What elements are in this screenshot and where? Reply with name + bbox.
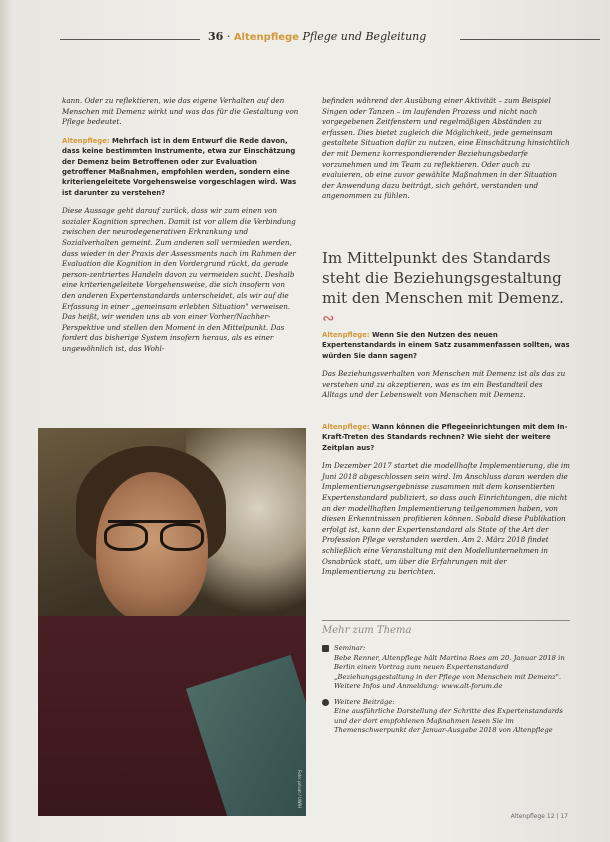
right-column-middle [322,330,570,409]
interview-answer: Im Dezember 2017 startet die modellhafte Implementierung, die im Juni 2018 abgeschlossen sein wird. Im Anschluss daran werden die Implementierungsergebnisse zusammen mit dem konsentierten Expertenstandard publiziert, so dass auch Einrichtungen, die nicht an der modellhaften Implementierung teilgenommen haben, von diesen Erkenntnissen profitieren können. Sobald diese Publikation erfolgt ist, kann der Expertenstandard als State of the Art der Profession Pflege verstanden werden. Am 2. März 2018 findet schließlich eine Veranstaltung mit den Modellunternehmen in Osnabrück statt, um über die Erfahrungen mit der Implementierung zu berichten. [322,461,570,577]
round-bullet-icon [322,699,329,706]
right-column-lower [322,422,570,586]
glasses-icon [108,520,200,549]
entry-text: Eine ausführliche Darstellung der Schritte des Expertenstandards und der dort empfohlenen Maßnahmen lesen Sie im Themenschwerpunkt der Januar-Ausgabe 2018 von Altenpflege [334,707,563,734]
entry-heading: Seminar: [334,644,366,652]
question-brand: Altenpflege: [322,423,370,431]
box-entry-articles [322,698,570,736]
section-name: Pflege und Begleitung [302,30,427,43]
left-column [62,96,300,363]
header-rule-right [460,39,600,40]
header-text [208,30,458,43]
interview-answer: Das Beziehungsverhalten von Menschen mit Demenz ist als das zu verstehen und zu akzeptieren, was es im ein Bestandteil des Alltags und der Lebenswelt von Menschen mit Demenz. [322,369,566,400]
magazine-name: Altenpflege [233,32,299,43]
interview-question [322,422,570,453]
interview-question [62,136,300,198]
page-number: 36 [208,30,224,43]
interview-question [322,330,570,361]
entry-heading: Weitere Beiträge: [334,697,395,706]
swirl-icon: ∾ [322,309,335,327]
question-text: Mehrfach ist in dem Entwurf die Rede davon, dass keine bestimmten Instrumente, etwa zur Einschätzung der Demenz beim Betroffenen oder zur Evaluation getroffener Maßnahmen, empfohlen werden, sondern eine kriteriengeleitete Vorgehensweise vorgeschlagen wird. Was ist darunter zu verstehen? [62,136,297,197]
square-bullet-icon [322,645,329,652]
box-entry-seminar [322,644,570,692]
more-info-box [322,620,570,755]
paragraph: befinden während der Ausübung einer Aktivität – zum Beispiel Singen oder Tanzen – im laufenden Prozess und nicht nach vorgegebenen Zeitfenstern und regelmäßigen Abständen zu erfassen. Dies bietet zugleich die Möglichkeit, jede gemeinsam gestaltete Situation dafür zu nutzen, eine Einschätzung hinsichtlich der mit Demenz korrespondierender Beziehungsbedarfe vorzunehmen und im Team zu reflektieren. Oder auch zu evaluieren, ob eine zuvor gewählte Maßnahmen in der Situation der Anwendung dazu beiträgt, sich gehört, verstanden und angenommen zu fühlen. [322,96,570,201]
pull-quote [322,248,570,328]
question-brand: Altenpflege: [322,331,370,339]
paragraph: kann. Oder zu reflektieren, wie das eigene Verhalten auf den Menschen mit Demenz wirkt und was das für die Gestaltung von Pflege bedeutet. [62,96,299,127]
question-brand: Altenpflege: [62,136,110,145]
page-header [60,30,600,50]
interview-answer: Diese Aussage geht darauf zurück, dass wir zum einen von sozialer Kognition sprechen. Damit ist vor allem die Verbindung zwischen der neurodegenerativen Erkrankung und Sozialverhalten gemeint. Zum anderen soll vermieden werden, dass wieder in der Praxis der Assessments nach im Rahmen der Evaluation die Kognition in den Vordergrund rückt, da gerade person-zentriertes Handeln davon zu vermeiden sucht. Deshalb eine kriteriengeleitete Vorgehensweise, die sich insofern von den anderen Expertenstandards unterscheidet, als wir auf die Erfassung in einer „gemeinsam erlebten Situation" verweisen. Das heißt, wir wenden uns ab von einer Vorher/Nachher-Perspektive und stellen den Moment in den Mittelpunkt. Das fordert das bisherige System insofern heraus, als es einer ungewöhnlich ist, das Wohl- [62,206,296,353]
header-separator: · [226,30,231,43]
portrait-photo [38,428,306,816]
page-edge-shadow [0,0,12,842]
page-footer: Altenpflege 12 | 17 [510,813,568,820]
question-text: Wenn Sie den Nutzen des neuen Expertenstandards in einem Satz zusammenfassen sollten, was würden Sie dann sagen? [322,331,570,360]
question-text: Wann können die Pflegeeinrichtungen mit dem In-Kraft-Treten des Standards rechnen? Wie sieht der weitere Zeitplan aus? [322,423,568,452]
photo-credit: Foto: privat / UW/H [297,769,302,808]
box-title: Mehr zum Thema [322,625,412,636]
right-column-top [322,96,570,210]
entry-text: Bebe Renner, Altenpflege hält Martina Roes am 20. Januar 2018 in Berlin einen Vortrag zum neuen Expertenstandard „Beziehungsgestaltung in der Pflege von Menschen mit Demenz". Weitere Infos und Anmeldung: www.alt-forum.de [334,653,565,690]
pull-quote-text: Im Mittelpunkt des Standards steht die Beziehungsgestaltung mit den Menschen mit Demenz. [322,249,564,307]
header-rule-left [60,39,200,40]
box-divider [322,620,570,621]
